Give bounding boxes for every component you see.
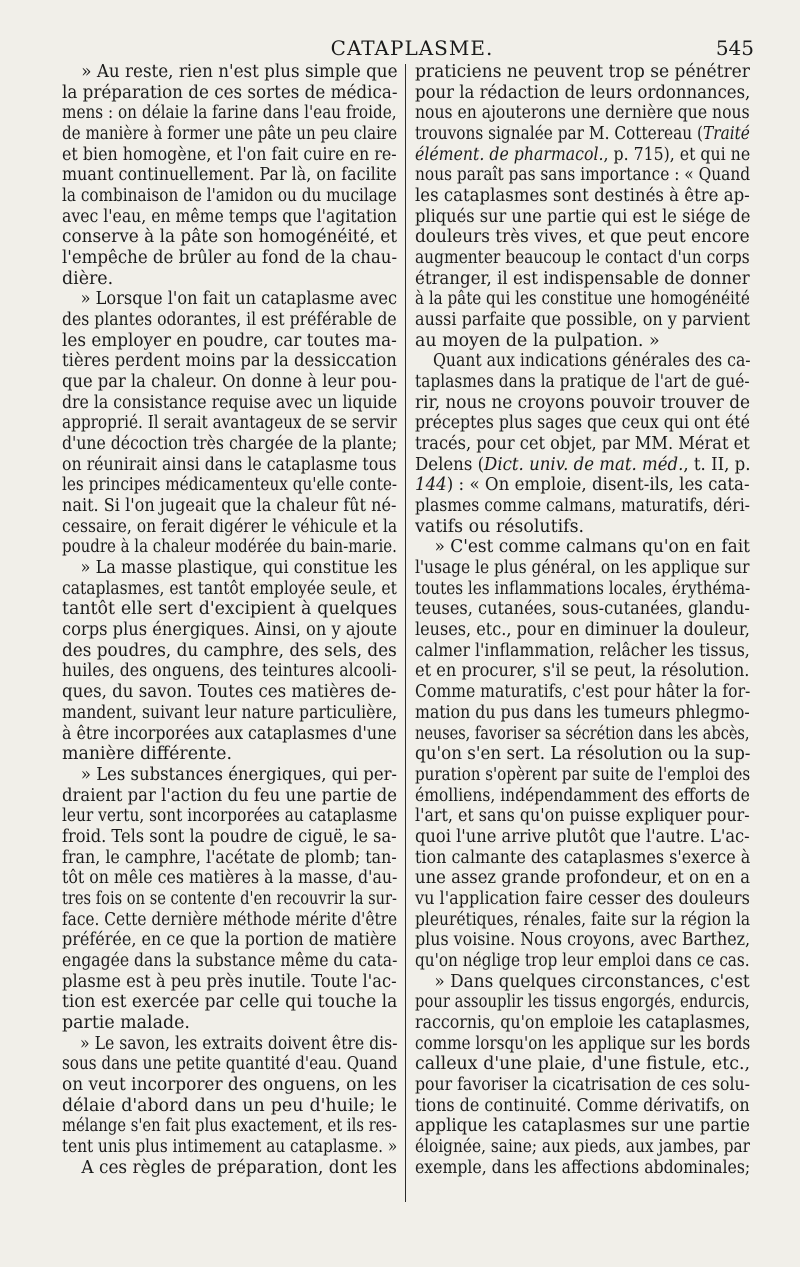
text-line: mélange s'en fait plus exactement, et ils res- xyxy=(62,1116,398,1137)
text-line: face. Cette dernière méthode mérite d'être xyxy=(62,909,398,930)
text-line: pliqués sur une partie qui est le siége de xyxy=(415,206,751,227)
text-line: » Au reste, rien n'est plus simple que xyxy=(81,62,398,82)
text-line: les principes médicamenteux qu'elle conte- xyxy=(62,475,398,496)
text-line: tres fois on se contente d'en recouvrir la sur- xyxy=(62,888,398,909)
page-number: 545 xyxy=(715,36,754,60)
text-line: préceptes plus sages que ceux qui ont été xyxy=(415,413,750,434)
text-line: partie malade. xyxy=(62,1012,190,1033)
text-line: muant continuellement. Par là, on facilite xyxy=(62,165,397,186)
text-line: fran, le camphre, l'acétate de plomb; tan- xyxy=(62,847,397,868)
text-line: on réunirait ainsi dans le cataplasme tous xyxy=(62,454,397,475)
text-line: approprié. Il serait avantageux de se servir xyxy=(62,413,397,434)
text-line: calleux d'une plaie, d'une fistule, etc., xyxy=(415,1054,750,1075)
text-line: la préparation de ces sortes de médica- xyxy=(62,82,398,103)
text-line: tions de continuité. Comme dérivatifs, on xyxy=(415,1095,750,1116)
text-line: tôt on mêle ces matières à la masse, d'au- xyxy=(62,868,398,889)
text-line: pour la rédaction de leurs ordonnances, xyxy=(415,82,751,103)
text-line: de manière à former une pâte un peu claire xyxy=(62,124,398,145)
text-line: des plantes odorantes, il est préférable de xyxy=(62,310,397,331)
text-line: pleurétiques, rénales, faite sur la région la xyxy=(415,909,751,930)
text-line: ques, du savon. Toutes ces matières de- xyxy=(62,682,397,703)
text-line: mandent, suivant leur nature particulière, xyxy=(62,702,398,723)
text-line: sous dans une petite quantité d'eau. Quand xyxy=(62,1054,398,1075)
text-line: puration s'opèrent par suite de l'emploi des xyxy=(415,764,751,785)
right-column xyxy=(415,62,750,1178)
text-line: à être incorporées aux cataplasmes d'une xyxy=(62,723,397,744)
text-line: élément. de pharmacol., p. 715), et qui ne xyxy=(415,144,751,165)
text-line: étranger, il est indispensable de donner xyxy=(415,268,750,289)
text-line: aussi parfaite que possible, on y parvient xyxy=(415,310,750,331)
text-line: tion calmante des cataplasmes s'exerce à xyxy=(415,847,751,868)
text-line: mens : on délaie la farine dans l'eau froide, xyxy=(62,103,397,124)
text-line: draient par l'action du feu une partie de xyxy=(62,785,397,806)
text-line: l'art, et sans qu'on puisse expliquer pour- xyxy=(415,806,750,827)
text-line: tières perdent moins par la dessiccation xyxy=(62,351,397,372)
text-line: les cataplasmes sont destinés à être ap- xyxy=(415,186,750,207)
text-line: leuses, etc., pour en diminuer la douleur, xyxy=(415,620,750,641)
text-line: comme lorsqu'on les applique sur les bords xyxy=(415,1033,751,1054)
text-line: » Dans quelques circonstances, c'est xyxy=(434,971,750,992)
text-line: manière différente. xyxy=(62,744,233,765)
text-line: plasme est à peu près inutile. Toute l'ac- xyxy=(62,971,397,992)
text-line: toutes les inflammations locales, érythéma- xyxy=(415,578,751,599)
text-line: 144) : « On emploie, disent-ils, les cata- xyxy=(415,475,750,496)
text-line: vu l'application faire cesser des douleurs xyxy=(415,888,750,909)
text-line: engagée dans la substance même du cata- xyxy=(62,950,398,971)
text-line: plasmes comme calmans, maturatifs, déri- xyxy=(415,496,750,517)
text-line: » C'est comme calmans qu'on en fait xyxy=(434,537,750,558)
left-column xyxy=(62,62,397,1178)
text-line: » Le savon, les extraits doivent être dis- xyxy=(80,1033,398,1054)
text-line: l'usage le plus général, on les applique sur xyxy=(415,558,750,579)
text-line: Delens (Dict. univ. de mat. méd., t. II, p. xyxy=(415,454,751,475)
text-line: douleurs très vives, et que peut encore xyxy=(415,227,750,248)
text-line: qu'on s'en sert. La résolution ou la sup- xyxy=(415,744,751,765)
text-line: on veut incorporer des onguens, on les xyxy=(62,1074,397,1095)
text-line: praticiens ne peuvent trop se pénétrer xyxy=(415,62,750,82)
text-line: mation du pus dans les tumeurs phlegmo- xyxy=(415,702,750,723)
text-line: éloignée, saine; aux pieds, aux jambes, par xyxy=(415,1136,751,1157)
text-line: Comme maturatifs, c'est pour hâter la for- xyxy=(415,682,751,703)
text-line: teuses, cutanées, sous-cutanées, glandu- xyxy=(415,599,750,620)
text-line: cataplasmes, est tantôt employée seule, et xyxy=(62,578,397,599)
text-line: Quant aux indications générales des ca- xyxy=(433,351,751,372)
text-line: tent unis plus intimement au cataplasme. » xyxy=(62,1136,398,1157)
text-line: cessaire, on ferait digérer le véhicule et la xyxy=(62,516,398,537)
text-line: » Les substances énergiques, qui per- xyxy=(80,764,398,785)
text-line: poudre à la chaleur modérée du bain-marie. xyxy=(62,537,397,558)
text-line: taplasmes dans la pratique de l'art de gué- xyxy=(415,372,750,393)
text-line: à la pâte qui les constitue une homogénéité xyxy=(415,289,750,310)
text-line: émolliens, indépendamment des efforts de xyxy=(415,785,750,806)
text-line: rir, nous ne croyons pouvoir trouver de xyxy=(415,392,751,413)
text-line: plus voisine. Nous croyons, avec Barthez, xyxy=(415,930,751,951)
text-line: pour favoriser la cicatrisation de ces solu- xyxy=(415,1074,750,1095)
text-line: et bien homogène, et l'on fait cuire en re- xyxy=(62,144,397,165)
text-line: au moyen de la pulpation. » xyxy=(415,330,660,351)
text-line: dre la consistance requise avec un liquide xyxy=(62,392,398,413)
text-line: neuses, favoriser sa sécrétion dans les abcès, xyxy=(415,723,750,744)
running-title: CATAPLASME. xyxy=(330,36,494,60)
text-line: applique les cataplasmes sur une partie xyxy=(415,1116,750,1137)
text-line: d'une décoction très chargée de la plante; xyxy=(62,434,398,455)
text-line: dière. xyxy=(62,268,114,289)
running-head xyxy=(62,36,762,62)
text-line: conserve à la pâte son homogénéité, et xyxy=(62,227,398,248)
text-line: raccornis, qu'on emploie les cataplasmes, xyxy=(415,1012,751,1033)
text-line: calmer l'inflammation, relâcher les tissus, xyxy=(415,640,750,661)
text-line: nait. Si l'on jugeait que la chaleur fût né- xyxy=(62,496,397,517)
text-line: nous en ajouterons une dernière que nous xyxy=(415,103,750,124)
text-line: vatifs ou résolutifs. xyxy=(415,516,585,537)
text-line: trouvons signalée par M. Cottereau (Traité xyxy=(415,124,750,145)
text-line: tantôt elle sert d'excipient à quelques xyxy=(62,599,397,620)
text-line: corps plus énergiques. Ainsi, on y ajoute xyxy=(62,620,398,641)
text-line: avec l'eau, en même temps que l'agitation xyxy=(62,206,397,227)
text-line: des poudres, du camphre, des sels, des xyxy=(62,640,397,661)
text-line: » La masse plastique, qui constitue les xyxy=(80,558,398,579)
text-line: et en procurer, s'il se peut, la résolution. xyxy=(415,661,750,682)
text-line: pour assouplir les tissus engorgés, endurcis, xyxy=(415,992,750,1013)
text-line: A ces règles de préparation, dont les xyxy=(81,1157,397,1178)
text-line: préférée, en ce que la portion de matière xyxy=(62,930,397,951)
text-line: tion est exercée par celle qui touche la xyxy=(62,992,398,1013)
text-line: huiles, des onguens, des teintures alcooli- xyxy=(62,661,397,682)
text-line: la combinaison de l'amidon ou du mucilage xyxy=(62,186,397,207)
text-line: quoi l'une arrive plutôt que l'autre. L'ac- xyxy=(415,826,750,847)
text-line: une assez grande profondeur, et on en a xyxy=(415,868,751,889)
text-line: leur vertu, sont incorporées au cataplasme xyxy=(62,806,398,827)
text-line: froid. Tels sont la poudre de ciguë, le sa- xyxy=(62,826,397,847)
text-line: tracés, pour cet objet, par MM. Mérat et xyxy=(415,434,750,455)
text-line: qu'on néglige trop leur emploi dans ce cas. xyxy=(415,950,750,971)
text-line: exemple, dans les affections abdominales; xyxy=(415,1157,751,1178)
text-line: » Lorsque l'on fait un cataplasme avec xyxy=(80,289,398,310)
text-line: que par la chaleur. On donne à leur pou- xyxy=(62,372,397,393)
text-line: l'empêche de brûler au fond de la chau- xyxy=(62,248,398,269)
text-line: nous paraît pas sans importance : « Quand xyxy=(415,165,751,186)
text-line: les employer en poudre, car toutes ma- xyxy=(62,330,397,351)
text-line: délaie d'abord dans un peu d'huile; le xyxy=(62,1095,397,1116)
text-line: augmenter beaucoup le contact d'un corps xyxy=(415,248,750,269)
column-rule xyxy=(405,64,406,1202)
